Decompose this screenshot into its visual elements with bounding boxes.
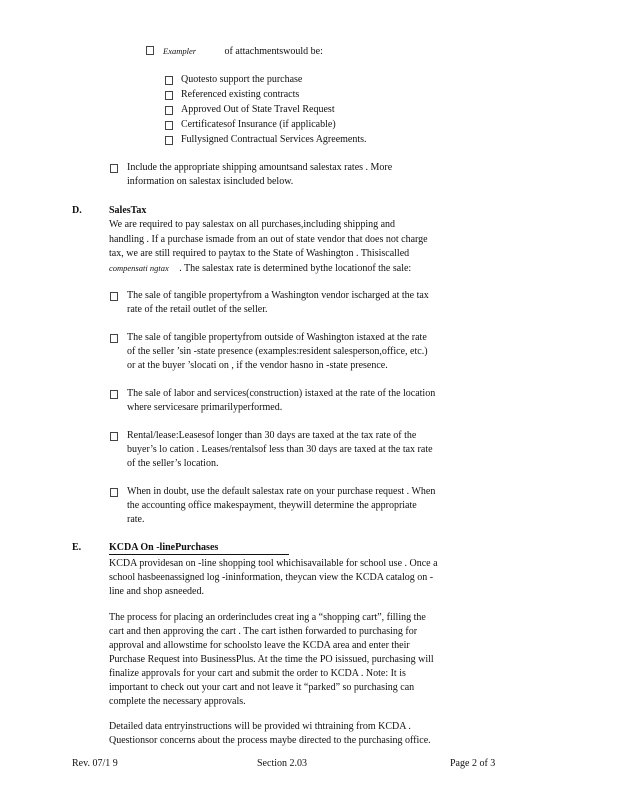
sales-bullet-line: The sale of labor and services(construction) istaxed at the rate of the location [127, 388, 436, 399]
examples-lead [163, 44, 323, 59]
section-d-intro-tail: . The salestax rate is determined bythe locationof the sale: [179, 263, 412, 274]
section-d-letter: D. [72, 205, 82, 216]
kcda-para2-line: The process for placing an orderincludes creat ing a “shopping cart”, filling the [109, 612, 426, 623]
section-e-letter: E. [72, 542, 82, 553]
sales-bullet-line: The sale of tangible propertyfrom a Washington vendor ischarged at the tax [127, 290, 429, 301]
checkbox-icon [110, 334, 118, 343]
footer-revision: Rev. 07/1 9 [72, 758, 118, 769]
checkbox-icon [165, 106, 173, 115]
kcda-para1-line: school hasbeenassigned log -ininformation, theycan view the KCDA catalog on - [109, 572, 434, 583]
compensating-tax-italic: compensati ngtax [109, 263, 169, 273]
checkbox-icon [165, 76, 173, 85]
checkbox-icon [165, 136, 173, 145]
list-item: Referenced existing contracts [181, 89, 300, 100]
sales-bullet-line: buyer’s lo cation . Leases/rentalsof less than 30 days are taxed at the tax rate [127, 444, 433, 455]
section-d-intro-2: handling . If a purchase ismade from an out of state vendor that does not charge [109, 234, 428, 245]
sales-bullet-line: the accounting office makespayment, theywill determine the appropriate [127, 500, 417, 511]
include-line-2: information on salestax isincluded below. [127, 176, 294, 187]
checkbox-icon [165, 121, 173, 130]
list-item: Quotesto support the purchase [181, 74, 303, 85]
sales-bullet-line: or at the buyer ’slocati on , if the vendor hasno in -state presence. [127, 360, 388, 371]
sales-bullet-line: where servicesare primarilyperformed. [127, 402, 283, 413]
kcda-para3-line: Detailed data entryinstructions will be provided wi thtraining from KCDA . [109, 721, 411, 732]
sales-bullet-line: The sale of tangible propertyfrom outside of Washington istaxed at the rate [127, 332, 427, 343]
sales-bullet-line: rate. [127, 514, 145, 525]
sales-bullet-line: rate of the retail outlet of the seller. [127, 304, 268, 315]
checkbox-icon [110, 164, 118, 173]
footer-page-number: Page 2 of 3 [450, 758, 496, 769]
checkbox-icon [110, 488, 118, 497]
kcda-para2-line: cart and then approving the cart . The cart isthen forwarded to purchasing for [109, 626, 418, 637]
sales-bullet-line: Rental/lease:Leasesof longer than 30 days are taxed at the tax rate of the [127, 430, 417, 441]
section-d-intro-4 [109, 261, 411, 276]
kcda-para2-line: complete the necessary approvals. [109, 696, 246, 707]
list-item: Approved Out of State Travel Request [181, 104, 335, 115]
sales-bullet-line: of the seller ’sin -state presence (examples:resident salesperson,office, etc.) [127, 346, 428, 357]
sales-bullet-line: of the seller’s location. [127, 458, 219, 469]
kcda-para2-line: approval and allowstime for schoolsto leave the KCDA area and enter their [109, 640, 410, 651]
kcda-para2-line: important to check out your cart and not leave it “parked” so purchasing can [109, 682, 415, 693]
checkbox-icon [165, 91, 173, 100]
checkbox-icon [110, 432, 118, 441]
kcda-para2-line: Purchase Request into BusinessPlus. At the time the PO isissued, purchasing will [109, 654, 434, 665]
section-d-intro-3: tax, we are still required to paytax to the State of Washington . Thisiscalled [109, 248, 410, 259]
checkbox-icon [146, 46, 154, 55]
kcda-para3-line: Questionsor concerns about the process maybe directed to the purchasing office. [109, 735, 431, 746]
kcda-para1-line: KCDA providesan on -line shopping tool whichisavailable for school use . Once a [109, 558, 438, 569]
examples-lead-text: of attachmentswould be: [224, 46, 323, 57]
sales-bullet-line: When in doubt, use the default salestax rate on your purchase request . When [127, 486, 436, 497]
section-e-title-underline [109, 554, 289, 555]
examples-italic: Exampler [163, 46, 197, 56]
include-line-1: Include the appropriate shipping amountsand salestax rates . More [127, 162, 393, 173]
kcda-para2-line: finalize approvals for your cart and submit the order to KCDA . Note: It is [109, 668, 406, 679]
section-d-intro-1: We are required to pay salestax on all purchases,including shipping and [109, 219, 396, 230]
kcda-para1-line: line and shop asneeded. [109, 586, 204, 597]
section-d-title: SalesTax [109, 205, 147, 216]
list-item: Fullysigned Contractual Services Agreements. [181, 134, 367, 145]
section-e-title: KCDA On -linePurchases [109, 542, 219, 553]
checkbox-icon [110, 292, 118, 301]
list-item: Certificatesof Insurance (if applicable) [181, 119, 336, 130]
checkbox-icon [110, 390, 118, 399]
footer-section: Section 2.03 [257, 758, 307, 769]
